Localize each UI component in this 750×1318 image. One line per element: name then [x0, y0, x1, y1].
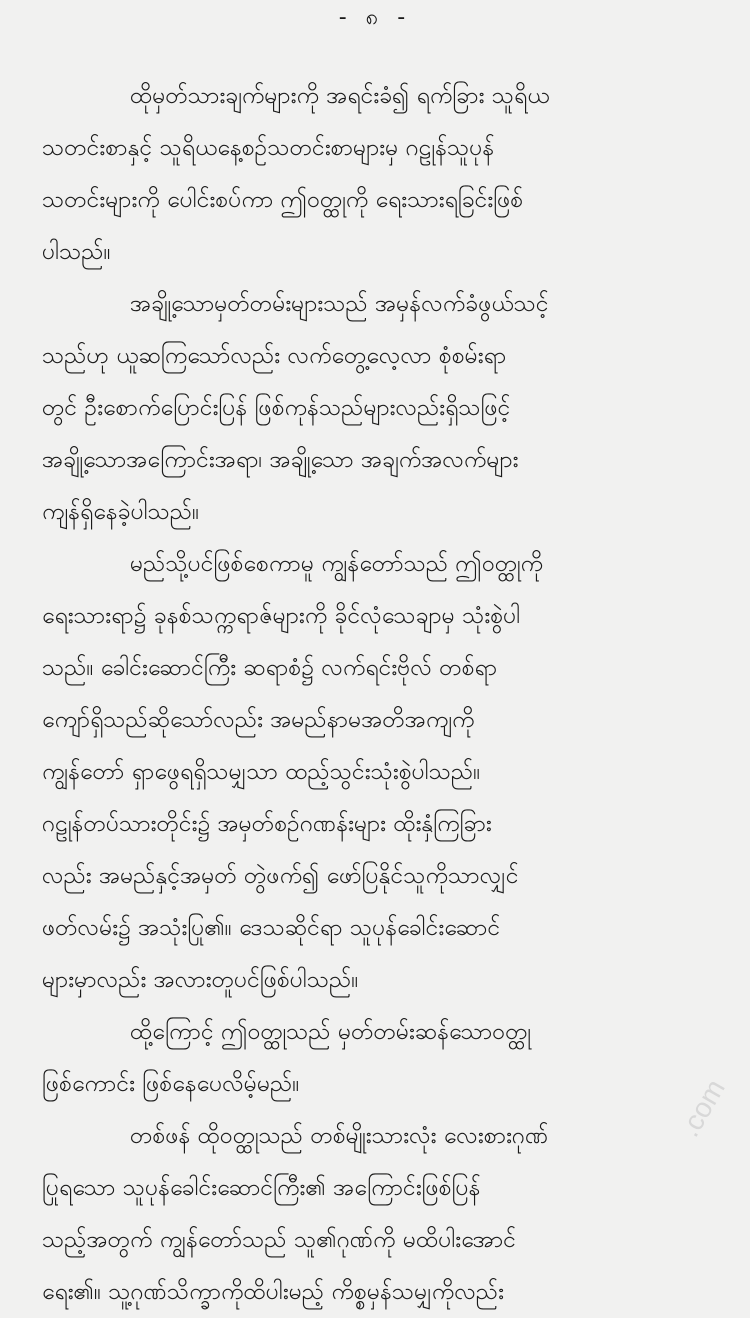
- paragraph-line: တစ်ဖန် ထိုဝတ္ထုသည် တစ်မျိုးသားလုံး လေးစားဂုဏ်: [130, 1123, 549, 1149]
- paragraph-line: မည်သို့ပင်ဖြစ်စေကာမူ ကျွန်တော်သည် ဤဝတ္ထုကို: [130, 551, 544, 577]
- paragraph-line: ထို့ကြောင့် ဤဝတ္ထုသည် မှတ်တမ်းဆန်သောဝတ္ထု: [130, 1019, 531, 1045]
- body-text: [42, 70, 712, 1318]
- paragraph-line: ကျွန်တော် ရှာဖွေရရှိသမျှသာ ထည့်သွင်းသုံးစွဲပါသည်။: [42, 759, 481, 785]
- paragraph-line: လည်း အမည်နှင့်အမှတ် တွဲဖက်၍ ဖော်ပြနိုင်သူကိုသာလျှင်: [42, 863, 519, 889]
- paragraph-line: သည့်အတွက် ကျွန်တော်သည် သူ၏ဂုဏ်ကို မထိပါးအောင်: [42, 1227, 517, 1253]
- paragraph-line: ရေးသားရာ၌ ခုနစ်သက္ကရာဇ်များကို ခိုင်လုံသေချာမှ သုံးစွဲပါ: [42, 603, 521, 629]
- paragraph-line: ကျန်ရှိနေခဲ့ပါသည်။: [42, 499, 200, 525]
- page-number: - ၈ -: [338, 5, 412, 30]
- paragraph-line: သတင်းများကို ပေါင်းစပ်ကာ ဤဝတ္ထုကို ရေးသားရခြင်းဖြစ်: [42, 187, 524, 213]
- paragraph-line: ထိုမှတ်သားချက်များကို အရင်းခံ၍ ရက်ခြား သူရိယ: [130, 83, 550, 109]
- paragraph-line: အချို့သောအကြောင်းအရာ၊ အချို့သော အချက်အလက်များ: [42, 447, 519, 473]
- paragraph-line: ဖတ်လမ်း၌ အသုံးပြု၏။ ဒေသဆိုင်ရာ သူပုန်ခေါင်းဆောင်: [42, 915, 501, 941]
- watermark-text: .com: [673, 1074, 732, 1143]
- paragraph-line: တွင် ဦးစောက်ပြောင်းပြန် ဖြစ်ကုန်သည်များလည်းရှိသဖြင့်: [42, 395, 511, 421]
- paragraph-line: သတင်းစာနှင့် သူရိယနေ့စဉ်သတင်းစာများမှ ဂဠုန်သူပုန်: [42, 135, 495, 161]
- paragraph-line: ကျော်ရှိသည်ဆိုသော်လည်း အမည်နာမအတိအကျကို: [42, 707, 475, 733]
- paragraph-line: ဂဠုန်တပ်သားတိုင်း၌ အမှတ်စဉ်ဂဏန်းများ ထိုးနှံကြခြား: [42, 811, 492, 837]
- paragraph-line: ပြုရသော သူပုန်ခေါင်းဆောင်ကြီး၏ အကြောင်းဖြစ်ပြန်: [42, 1175, 481, 1201]
- paragraph-line: အချို့သောမှတ်တမ်းများသည် အမှန်လက်ခံဖွယ်သင့်: [130, 291, 549, 317]
- paragraph-line: ဖြစ်ကောင်း ဖြစ်နေပေလိမ့်မည်။: [42, 1071, 300, 1097]
- paragraph-line: သည်ဟု ယူဆကြသော်လည်း လက်တွေ့လေ့လာ စုံစမ်းရာ: [42, 343, 507, 369]
- paragraph-line: ရေး၏။ သူ့ဂုဏ်သိက္ခာကိုထိပါးမည့် ကိစ္စမှန်သမျှကိုလည်း: [42, 1279, 504, 1305]
- paragraph-line: သည်။ ခေါင်းဆောင်ကြီး ဆရာစံ၌ လက်ရင်းဗိုလ် တစ်ရာ: [42, 655, 498, 681]
- paragraph-line: ပါသည်။: [42, 239, 111, 265]
- paragraph-line: များမှာလည်း အလားတူပင်ဖြစ်ပါသည်။: [42, 967, 359, 993]
